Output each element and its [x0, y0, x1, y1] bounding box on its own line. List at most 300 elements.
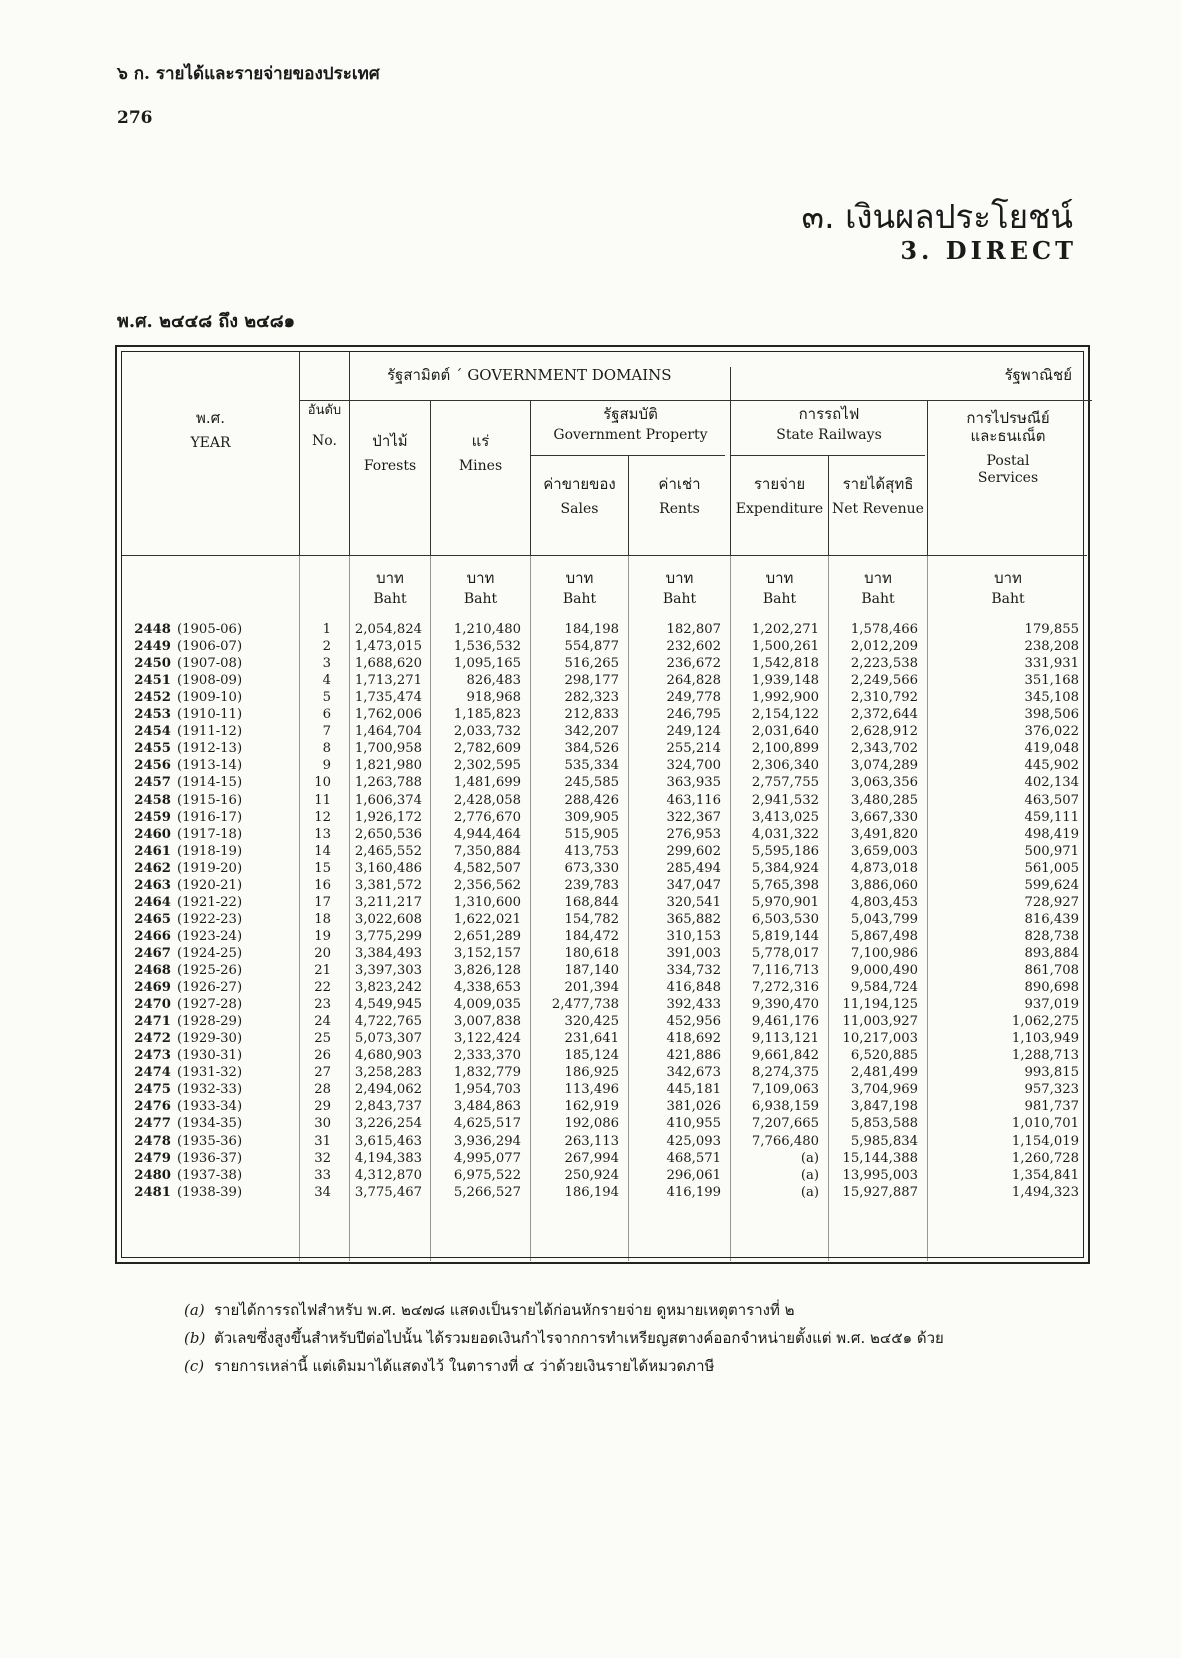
unit-label-th: บาท [864, 569, 892, 587]
mines-value: 2,651,289 [453, 928, 521, 944]
year-be: 2478 [134, 1133, 171, 1149]
mines-value: 1,622,021 [453, 911, 521, 927]
row-number: 4 [322, 673, 331, 689]
expenditure-value: 2,941,532 [751, 792, 819, 808]
postal-value: 351,168 [1024, 673, 1079, 689]
header-postal-th: การไปรษณีย์และธนเณ็ต [966, 409, 1050, 445]
header-no [300, 403, 349, 449]
mines-value: 2,776,670 [453, 809, 521, 825]
sales-value: 239,783 [564, 877, 619, 893]
rents-value: 232,602 [666, 639, 721, 655]
net-revenue-value: 3,480,285 [850, 792, 918, 808]
expenditure-value: 7,109,063 [751, 1082, 819, 1098]
expenditure-value: (a) [800, 1167, 819, 1183]
year-ad: (1919-20) [177, 860, 243, 876]
row-number: 21 [314, 963, 331, 978]
sales-value: 309,905 [564, 809, 619, 825]
rents-value: 249,124 [666, 724, 721, 740]
mines-value: 2,333,370 [453, 1048, 521, 1064]
postal-value: 981,737 [1024, 1099, 1079, 1115]
net-revenue-value: 5,867,498 [850, 928, 918, 944]
postal-value: 937,019 [1024, 997, 1079, 1013]
rents-value: 236,672 [666, 656, 721, 672]
table-row [117, 1115, 1092, 1132]
forests-value: 3,160,486 [354, 860, 422, 876]
postal-value: 419,048 [1024, 741, 1079, 757]
mines-value: 6,975,522 [453, 1167, 521, 1183]
mines-value: 4,944,464 [453, 826, 521, 842]
net-revenue-value: 5,043,799 [850, 911, 918, 927]
table-row [117, 809, 1092, 826]
sales-value: 413,753 [564, 843, 619, 859]
postal-value: 463,507 [1024, 792, 1079, 808]
mines-value: 1,095,165 [453, 656, 521, 672]
year-be: 2455 [134, 741, 171, 757]
net-revenue-value: 9,584,724 [850, 980, 918, 996]
sales-value: 515,905 [564, 826, 619, 842]
postal-value: 331,931 [1024, 656, 1079, 672]
rents-value: 452,956 [666, 1014, 721, 1030]
header-mines [431, 432, 530, 475]
mines-value: 4,338,653 [453, 980, 521, 996]
table-row [117, 1150, 1092, 1167]
net-revenue-value: 4,873,018 [850, 860, 918, 876]
mines-value: 1,210,480 [453, 622, 521, 637]
year-be: 2479 [134, 1150, 171, 1166]
row-number: 23 [314, 997, 331, 1013]
expenditure-value: 5,384,924 [751, 860, 819, 876]
expenditure-value: 5,778,017 [751, 945, 819, 961]
forests-value: 4,194,383 [354, 1150, 422, 1166]
year-ad: (1920-21) [177, 877, 243, 893]
unit-label [629, 569, 730, 608]
period-label: พ.ศ. ๒๔๔๘ ถึง ๒๔๘๑ [117, 311, 296, 332]
year-be: 2473 [134, 1048, 171, 1064]
rents-value: 334,732 [666, 963, 721, 978]
expenditure-value: 6,503,530 [751, 911, 819, 927]
year-ad: (1910-11) [177, 707, 243, 723]
mines-value: 3,122,424 [453, 1031, 521, 1047]
forests-value: 4,722,765 [354, 1014, 422, 1030]
year-be: 2452 [134, 690, 171, 706]
sales-value: 516,265 [564, 656, 619, 672]
footnote-text: รายการเหล่านี้ แต่เดิมมาได้แสดงไว้ ในตารางที่ ๔ ว่าด้วยเงินรายได้หมวดภาษี [214, 1357, 715, 1375]
net-revenue-value: 13,995,003 [842, 1167, 918, 1183]
unit-label-th: บาท [665, 569, 694, 587]
forests-value: 3,226,254 [354, 1116, 422, 1132]
postal-value: 893,884 [1024, 945, 1079, 961]
postal-value: 1,103,949 [1011, 1031, 1079, 1047]
sales-value: 263,113 [564, 1133, 619, 1149]
table-row [117, 1030, 1092, 1047]
expenditure-value: 9,113,121 [751, 1031, 819, 1047]
expenditure-value: 5,595,186 [751, 843, 819, 859]
year-be: 2456 [134, 758, 171, 774]
year-ad: (1935-36) [177, 1133, 243, 1149]
rents-value: 392,433 [666, 997, 721, 1013]
forests-value: 3,397,303 [354, 963, 422, 978]
unit-label-th: บาท [765, 569, 794, 587]
year-ad: (1912-13) [177, 741, 243, 757]
expenditure-value: 6,938,159 [751, 1099, 819, 1115]
sales-value: 186,194 [564, 1184, 619, 1200]
net-revenue-value: 3,886,060 [850, 877, 918, 893]
row-number: 24 [314, 1014, 331, 1030]
net-revenue-value: 15,144,388 [842, 1150, 918, 1166]
header-net-revenue-th: รายได้สุทธิ [842, 475, 914, 493]
postal-value: 861,708 [1024, 963, 1079, 978]
row-number: 22 [314, 980, 331, 996]
row-number: 27 [314, 1065, 331, 1081]
expenditure-value: 5,819,144 [751, 928, 819, 944]
table-row [117, 621, 1092, 638]
unit-label [829, 569, 927, 608]
row-number: 15 [314, 860, 331, 876]
table-row [117, 860, 1092, 877]
mines-value: 1,536,532 [453, 639, 521, 655]
row-number: 7 [322, 724, 331, 740]
year-ad: (1905-06) [177, 622, 243, 637]
mines-value: 3,484,863 [453, 1099, 521, 1115]
year-be: 2481 [134, 1184, 171, 1200]
expenditure-value: 1,542,818 [751, 656, 819, 672]
mines-value: 1,832,779 [453, 1065, 521, 1081]
sales-value: 282,323 [564, 690, 619, 706]
mines-value: 1,185,823 [453, 707, 521, 723]
net-revenue-value: 7,100,986 [850, 945, 918, 961]
header-net-revenue-en: Net Revenue [832, 501, 924, 517]
table-row [117, 928, 1092, 945]
postal-value: 1,494,323 [1011, 1184, 1079, 1200]
year-ad: (1916-17) [177, 809, 243, 825]
header-sales-th: ค่าขายของ [543, 475, 616, 493]
year-ad: (1930-31) [177, 1048, 243, 1064]
group-government-domains: รัฐสามิตต์ ´ GOVERNMENT DOMAINS [387, 366, 672, 384]
year-be: 2449 [134, 639, 171, 655]
sales-value: 2,477,738 [551, 997, 619, 1013]
year-be: 2462 [134, 860, 171, 876]
year-ad: (1936-37) [177, 1150, 243, 1166]
forests-value: 1,606,374 [354, 792, 422, 808]
header-railways-en: State Railways [776, 427, 882, 443]
table-row [117, 723, 1092, 740]
year-ad: (1917-18) [177, 826, 243, 842]
postal-value: 993,815 [1024, 1065, 1079, 1081]
table-row [117, 1184, 1092, 1201]
unit-label-en: Baht [373, 591, 407, 607]
net-revenue-value: 2,012,209 [850, 639, 918, 655]
header-forests [350, 432, 430, 475]
postal-value: 1,154,019 [1011, 1133, 1079, 1149]
year-ad: (1925-26) [177, 963, 243, 978]
unit-label-th: บาท [466, 569, 495, 587]
year-ad: (1914-15) [177, 775, 243, 791]
forests-value: 2,650,536 [354, 826, 422, 842]
mines-value: 2,302,595 [453, 758, 521, 774]
table-row [117, 1081, 1092, 1098]
postal-value: 498,419 [1024, 826, 1079, 842]
postal-value: 816,439 [1024, 911, 1079, 927]
table-row [117, 894, 1092, 911]
year-ad: (1906-07) [177, 639, 243, 655]
unit-label [531, 569, 628, 608]
table-row [117, 1047, 1092, 1064]
mines-value: 3,936,294 [453, 1133, 521, 1149]
net-revenue-value: 3,667,330 [850, 809, 918, 825]
unit-label-th: บาท [994, 569, 1022, 587]
postal-value: 345,108 [1024, 690, 1079, 706]
mines-value: 4,995,077 [453, 1150, 521, 1166]
postal-value: 599,624 [1024, 877, 1079, 893]
expenditure-value: 7,272,316 [751, 980, 819, 996]
table-row [117, 945, 1092, 962]
expenditure-value: 2,306,340 [751, 758, 819, 774]
mines-value: 3,007,838 [453, 1014, 521, 1030]
year-be: 2472 [134, 1031, 171, 1047]
mines-value: 2,033,732 [453, 724, 521, 740]
header-railways-th: การรถไฟ [798, 405, 860, 423]
expenditure-value: 7,116,713 [751, 963, 819, 978]
row-number: 11 [314, 792, 331, 808]
sales-value: 267,994 [564, 1150, 619, 1166]
rents-value: 264,828 [666, 673, 721, 689]
expenditure-value: 2,031,640 [751, 724, 819, 740]
mines-value: 1,954,703 [453, 1082, 521, 1098]
header-mines-th: แร่ [471, 432, 490, 450]
row-number: 33 [314, 1167, 331, 1183]
sales-value: 250,924 [564, 1167, 619, 1183]
year-be: 2469 [134, 980, 171, 996]
expenditure-value: 9,661,842 [751, 1048, 819, 1064]
header-no-th: อันดับ [307, 403, 342, 418]
expenditure-value: 7,207,665 [751, 1116, 819, 1132]
year-be: 2470 [134, 997, 171, 1013]
table-row [117, 672, 1092, 689]
unit-label-en: Baht [662, 591, 697, 607]
year-be: 2458 [134, 792, 171, 808]
expenditure-value: 1,500,261 [751, 639, 819, 655]
forests-value: 1,762,006 [354, 707, 422, 723]
net-revenue-value: 5,853,588 [850, 1116, 918, 1132]
net-revenue-value: 3,491,820 [850, 826, 918, 842]
postal-value: 402,134 [1024, 775, 1079, 791]
forests-value: 1,688,620 [354, 656, 422, 672]
postal-value: 459,111 [1024, 809, 1079, 825]
footnote-text: ตัวเลขซึ่งสูงขึ้นสำหรับปีต่อไปนั้น ได้รวมยอดเงินกำไรจากการทำเหรียญสตางค์ออกจำหน่ายตั้งแต่ พ.ศ. ๒๔๕๑ ด้วย [214, 1329, 944, 1347]
year-be: 2471 [134, 1014, 171, 1030]
header-year-en: YEAR [190, 435, 231, 451]
year-be: 2476 [134, 1099, 171, 1115]
year-ad: (1931-32) [177, 1065, 243, 1081]
mines-value: 5,266,527 [453, 1184, 521, 1200]
net-revenue-value: 1,578,466 [850, 622, 918, 637]
year-be: 2453 [134, 707, 171, 723]
year-be: 2459 [134, 809, 171, 825]
unit-label [350, 569, 430, 608]
year-ad: (1922-23) [177, 911, 243, 927]
rents-value: 363,935 [666, 775, 721, 791]
header-gov-property-en: Government Property [553, 427, 708, 443]
unit-label-en: Baht [463, 591, 498, 607]
mines-value: 918,968 [466, 690, 521, 706]
net-revenue-value: 11,194,125 [842, 997, 918, 1013]
row-number: 29 [314, 1099, 331, 1115]
expenditure-value: 5,765,398 [751, 877, 819, 893]
header-no-en: No. [312, 432, 337, 449]
rents-value: 322,367 [666, 809, 721, 825]
rents-value: 410,955 [666, 1116, 721, 1132]
unit-label-th: บาท [565, 569, 594, 587]
forests-value: 5,073,307 [354, 1031, 422, 1047]
row-number: 28 [314, 1082, 331, 1098]
net-revenue-value: 11,003,927 [842, 1014, 918, 1030]
net-revenue-value: 2,343,702 [850, 741, 918, 757]
table-row [117, 877, 1092, 894]
year-be: 2475 [134, 1082, 171, 1098]
rents-value: 416,848 [666, 980, 721, 996]
rents-value: 468,571 [666, 1150, 721, 1166]
forests-value: 3,381,572 [354, 877, 422, 893]
year-ad: (1908-09) [177, 673, 243, 689]
row-number: 30 [314, 1116, 331, 1132]
net-revenue-value: 4,803,453 [850, 894, 918, 910]
row-number: 34 [314, 1184, 331, 1200]
rents-value: 320,541 [666, 894, 721, 910]
expenditure-value: 7,766,480 [751, 1133, 819, 1149]
page-number: 276 [117, 108, 153, 128]
forests-value: 1,926,172 [354, 809, 422, 825]
year-be: 2463 [134, 877, 171, 893]
row-number: 18 [314, 911, 331, 927]
header-government-property [531, 405, 730, 444]
year-ad: (1928-29) [177, 1014, 243, 1030]
sales-value: 673,330 [564, 860, 619, 876]
header-forests-en: Forests [363, 458, 417, 474]
year-ad: (1921-22) [177, 894, 243, 910]
sales-value: 245,585 [564, 775, 619, 791]
year-be: 2450 [134, 656, 171, 672]
table-row [117, 1013, 1092, 1030]
expenditure-value: 9,390,470 [751, 997, 819, 1013]
mines-value: 2,782,609 [453, 741, 521, 757]
table-row [117, 792, 1092, 809]
postal-value: 1,288,713 [1011, 1048, 1079, 1064]
sales-value: 288,426 [564, 792, 619, 808]
table-row [117, 826, 1092, 843]
forests-value: 3,211,217 [354, 894, 422, 910]
rents-value: 296,061 [666, 1167, 721, 1183]
header-sales-en: Sales [560, 501, 599, 517]
expenditure-value: 1,202,271 [751, 622, 819, 637]
mines-value: 3,152,157 [453, 945, 521, 961]
sales-value: 212,833 [564, 707, 619, 723]
sales-value: 554,877 [564, 639, 619, 655]
rents-value: 365,882 [666, 911, 721, 927]
data-table [115, 345, 1090, 1264]
table-row [117, 1064, 1092, 1081]
rents-value: 249,778 [666, 690, 721, 706]
rents-value: 255,214 [666, 741, 721, 757]
expenditure-value: 1,939,148 [751, 673, 819, 689]
unit-label [928, 569, 1088, 608]
year-ad: (1938-39) [177, 1184, 243, 1200]
unit-label [731, 569, 828, 608]
forests-value: 1,263,788 [354, 775, 422, 791]
postal-value: 890,698 [1024, 980, 1079, 996]
year-be: 2461 [134, 843, 171, 859]
forests-value: 4,312,870 [354, 1167, 422, 1183]
net-revenue-value: 2,310,792 [850, 690, 918, 706]
postal-value: 728,927 [1024, 894, 1079, 910]
sales-value: 192,086 [564, 1116, 619, 1132]
rents-value: 463,116 [666, 792, 721, 808]
rents-value: 276,953 [666, 826, 721, 842]
expenditure-value: 5,970,901 [751, 894, 819, 910]
mines-value: 4,625,517 [453, 1116, 521, 1132]
postal-value: 1,260,728 [1011, 1150, 1079, 1166]
mines-value: 1,310,600 [453, 894, 521, 910]
row-number: 25 [314, 1031, 331, 1047]
table-row [117, 689, 1092, 706]
net-revenue-value: 5,985,834 [850, 1133, 918, 1149]
net-revenue-value: 2,223,538 [850, 656, 918, 672]
footnote-text: รายได้การรถไฟสำหรับ พ.ศ. ๒๔๗๘ แสดงเป็นรายได้ก่อนหักรายจ่าย ดูหมายเหตุตารางที่ ๒ [214, 1301, 795, 1319]
sales-value: 184,198 [564, 622, 619, 637]
forests-value: 1,735,474 [354, 690, 422, 706]
year-be: 2480 [134, 1167, 171, 1183]
table-row [117, 843, 1092, 860]
rents-value: 246,795 [666, 707, 721, 723]
year-be: 2474 [134, 1065, 171, 1081]
header-year-th: พ.ศ. [196, 409, 225, 427]
expenditure-value: 2,757,755 [751, 775, 819, 791]
rents-value: 285,494 [666, 860, 721, 876]
sales-value: 185,124 [564, 1048, 619, 1064]
year-ad: (1934-35) [177, 1116, 243, 1132]
row-number: 12 [314, 809, 331, 825]
header-forests-th: ป่าไม้ [372, 432, 408, 450]
year-ad: (1907-08) [177, 656, 243, 672]
footnote-a [184, 1298, 944, 1326]
rents-value: 324,700 [666, 758, 721, 774]
net-revenue-value: 3,847,198 [850, 1099, 918, 1115]
table-row [117, 1167, 1092, 1184]
year-ad: (1909-10) [177, 690, 243, 706]
forests-value: 2,465,552 [354, 843, 422, 859]
row-number: 17 [314, 894, 331, 910]
sales-value: 187,140 [564, 963, 619, 978]
row-number: 5 [322, 690, 331, 706]
net-revenue-value: 2,481,499 [850, 1065, 918, 1081]
postal-value: 1,354,841 [1011, 1167, 1079, 1183]
postal-value: 1,062,275 [1011, 1014, 1079, 1030]
year-ad: (1932-33) [177, 1082, 243, 1098]
footnotes [184, 1298, 944, 1382]
row-number: 1 [322, 622, 331, 637]
sales-value: 320,425 [564, 1014, 619, 1030]
footnote-mark: (c) [184, 1357, 205, 1375]
postal-value: 828,738 [1024, 928, 1079, 944]
table-row [117, 962, 1092, 979]
rents-value: 347,047 [666, 877, 721, 893]
forests-value: 3,384,493 [354, 945, 422, 961]
year-be: 2477 [134, 1116, 171, 1132]
row-number: 9 [322, 758, 331, 774]
sales-value: 535,334 [564, 758, 619, 774]
net-revenue-value: 15,927,887 [842, 1184, 918, 1200]
postal-value: 561,005 [1024, 860, 1079, 876]
footnote-mark: (a) [184, 1301, 205, 1319]
